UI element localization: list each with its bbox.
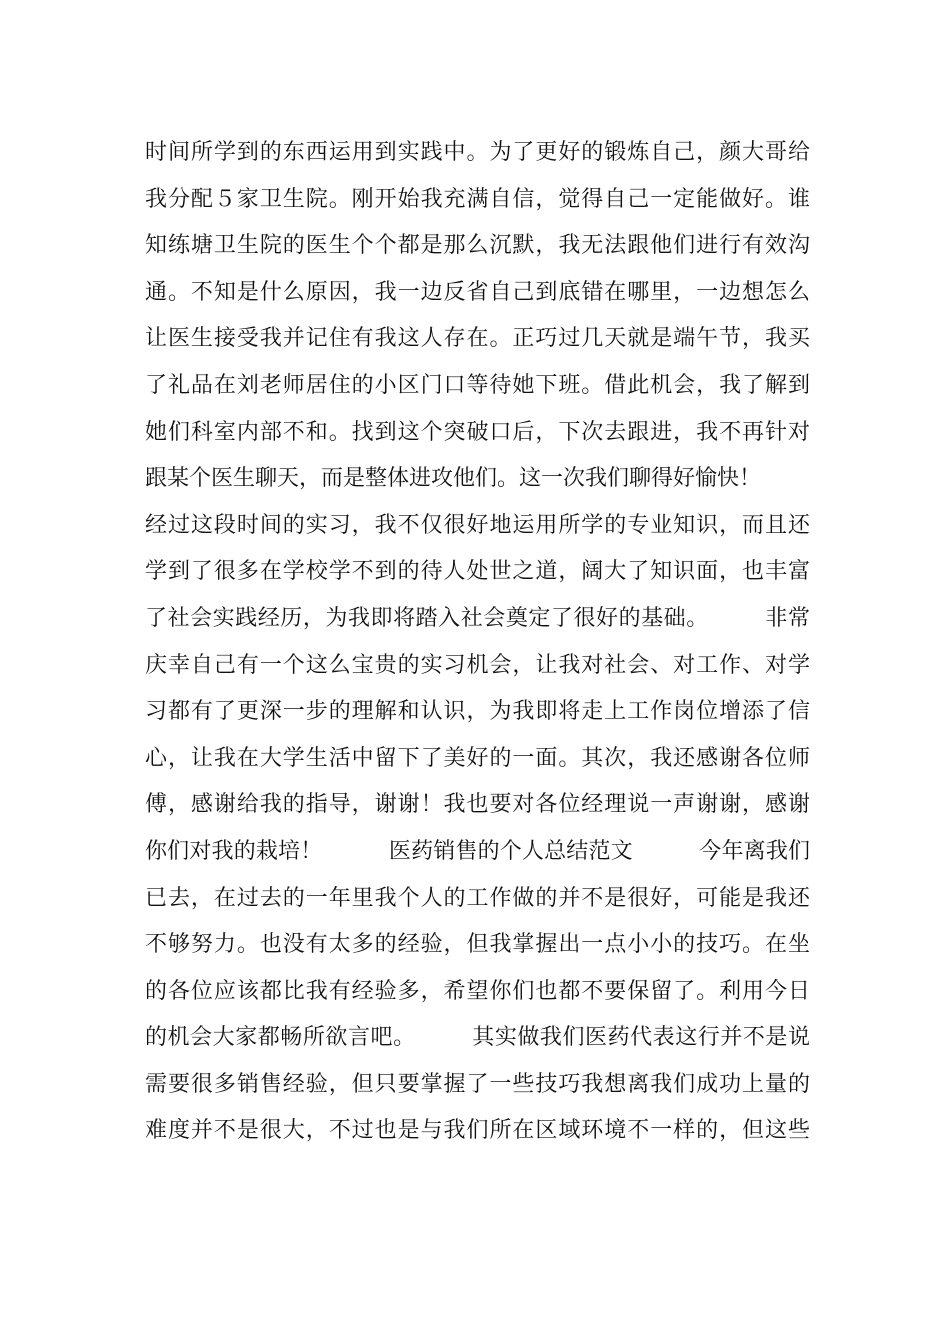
text-line: 习都有了更深一步的理解和认识，为我即将走上工作岗位增添了信 bbox=[145, 699, 810, 725]
text-line: 不够努力。也没有太多的经验，但我掌握出一点小小的技巧。在坐 bbox=[145, 932, 810, 958]
document-text-body bbox=[145, 130, 810, 1155]
text-line: 已去，在过去的一年里我个人的工作做的并不是很好，可能是我还 bbox=[145, 885, 810, 911]
text-line: 知练塘卫生院的医生个个都是那么沉默，我无法跟他们进行有效沟 bbox=[145, 233, 810, 259]
text-line: 跟某个医生聊天，而是整体进攻他们。这一次我们聊得好愉快！ bbox=[145, 466, 762, 492]
text-line: 你们对我的栽培！ 医药销售的个人总结范文 今年离我们 bbox=[145, 838, 810, 864]
text-line: 通。不知是什么原因，我一边反省自己到底错在哪里，一边想怎么 bbox=[145, 279, 810, 305]
text-line: 难度并不是很大，不过也是与我们所在区域环境不一样的，但这些 bbox=[145, 1118, 810, 1144]
text-line: 了社会实践经历，为我即将踏入社会奠定了很好的基础。 非常 bbox=[145, 605, 810, 631]
text-line: 让医生接受我并记住有我这人存在。正巧过几天就是端午节，我买 bbox=[145, 326, 810, 352]
text-line: 需要很多销售经验，但只要掌握了一些技巧我想离我们成功上量的 bbox=[145, 1071, 810, 1097]
text-line: 我分配５家卫生院。刚开始我充满自信，觉得自己一定能做好。谁 bbox=[145, 186, 810, 212]
text-line: 经过这段时间的实习，我不仅很好地运用所学的专业知识，而且还 bbox=[145, 512, 810, 538]
text-line: 了礼品在刘老师居住的小区门口等待她下班。借此机会，我了解到 bbox=[145, 372, 810, 398]
text-line: 傅，感谢给我的指导，谢谢！我也要对各位经理说一声谢谢，感谢 bbox=[145, 792, 810, 818]
text-line: 庆幸自己有一个这么宝贵的实习机会，让我对社会、对工作、对学 bbox=[145, 652, 810, 678]
text-line: 心，让我在大学生活中留下了美好的一面。其次，我还感谢各位师 bbox=[145, 745, 810, 771]
text-line: 学到了很多在学校学不到的待人处世之道，阔大了知识面，也丰富 bbox=[145, 559, 810, 585]
text-line: 她们科室内部不和。找到这个突破口后，下次去跟进，我不再针对 bbox=[145, 419, 810, 445]
text-line: 时间所学到的东西运用到实践中。为了更好的锻炼自己，颜大哥给 bbox=[145, 140, 810, 165]
text-line: 的机会大家都畅所欲言吧。 其实做我们医药代表这行并不是说 bbox=[145, 1025, 810, 1051]
text-line: 的各位应该都比我有经验多，希望你们也都不要保留了。利用今日 bbox=[145, 978, 810, 1004]
